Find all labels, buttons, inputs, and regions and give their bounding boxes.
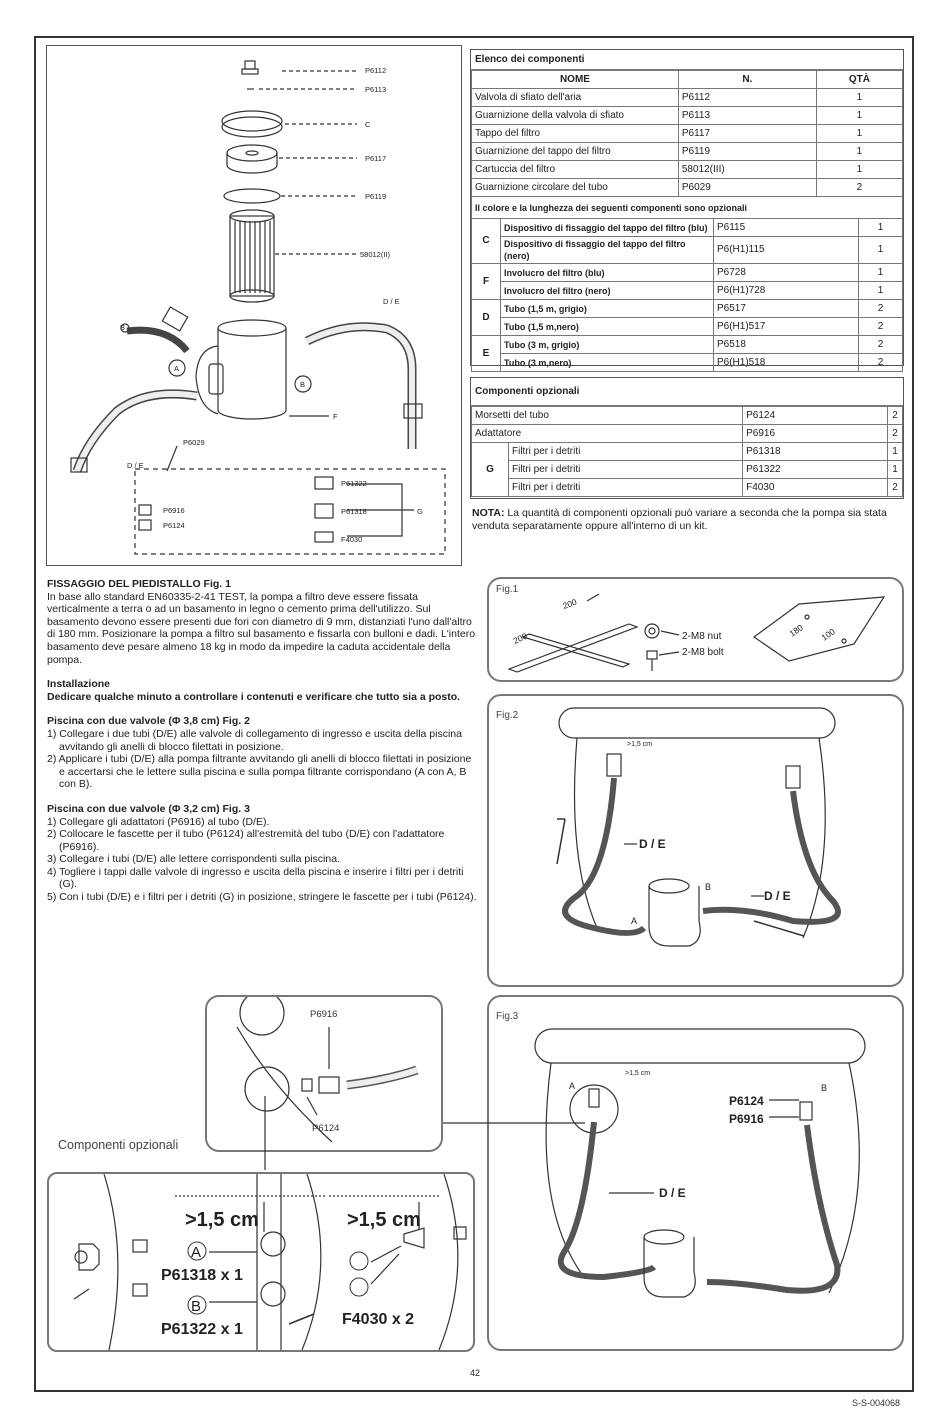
base-text: In base allo standard EN60335-2-41 TEST, la pompa a filtro deve essere fissata verticalmente a terra o ad un basamento in legno o cemento prima dell'utilizzo. Sul basamento devono essere presenti due fori con diametro di 9 mm, distanziati l'uno dall'altro di 180 mm. Posizionare la pompa a filtro sul basamento e fissarla con bulloni e dadi. L'intero basamento deve pesare almeno 18 kg in modo da impedire la caduta accidentale della pompa. [47,590,476,666]
cell-number: 58012(III) [678,161,816,179]
group-letter: C [472,219,501,264]
table-row [472,219,903,237]
fig2-gap: >1,5 cm [627,741,653,748]
parts-table [471,70,903,219]
parts-list-panel [470,49,904,366]
label-de-bottom: D / E [127,461,144,470]
fig3-a: A [569,1081,576,1091]
filters-f4030: F4030 x 2 [342,1311,415,1328]
cell-number: P6124 [743,407,888,425]
table-row [472,264,903,282]
filters-gap1: >1,5 cm [185,1209,259,1231]
fig1-dim3: 180 [787,622,805,639]
cell-qty: 1 [816,89,902,107]
parts-header-row [472,71,903,89]
cell-qty: 2 [859,318,903,336]
filters-b: B [191,1298,202,1315]
cell-number: P6115 [714,219,859,237]
fig1-nut: 2-M8 nut [682,631,722,642]
label-cartridge: 58012(II) [360,250,391,259]
cell-name: Tappo del filtro [472,125,679,143]
cell-name: Morsetti del tubo [472,407,743,425]
p32-step-4: 4) Togliere i tappi dalle valvole di ingresso e uscita della piscina e inserire i filtri per i detriti (G). [47,865,464,891]
label-f: F [333,412,338,421]
table-row [472,282,903,300]
filters-p61322: P61322 x 1 [161,1321,243,1338]
p32-step-5: 5) Con i tubi (D/E) e i filtri per i detriti (G) in posizione, stringere le fascette per i tubi (P6124). [47,891,477,904]
cell-qty: 1 [859,219,903,237]
label-f4030: F4030 [341,535,363,544]
fig3-gap: >1,5 cm [625,1070,651,1077]
fig2-label: Fig.2 [496,710,519,721]
label-p6113: P6113 [365,85,387,94]
p32-title: Piscina con due valvole (Φ 3,2 cm) Fig. 3 [47,802,250,815]
label-p6916: P6916 [163,506,185,515]
fig2-a: A [631,916,638,926]
cell-number: P6(H1)728 [714,282,859,300]
cell-name: Adattatore [472,425,743,443]
fig3-drawing [489,997,902,1349]
cell-number: P6517 [714,300,859,318]
cell-qty: 2 [859,300,903,318]
label-p6112: P6112 [365,66,387,75]
cell-qty: 1 [816,125,902,143]
table-row [472,89,903,107]
cell-number: P6728 [714,264,859,282]
cell-name: Tubo (1,5 m,nero) [501,318,714,336]
cell-number: P6916 [743,425,888,443]
cell-name: Valvola di sfiato dell'aria [472,89,679,107]
cell-number: P61322 [743,461,888,479]
table-row [472,425,903,443]
table-row [472,461,903,479]
cell-name: Dispositivo di fissaggio del tappo del filtro (nero) [501,237,714,264]
cell-qty: 1 [888,443,903,461]
doc-code: S-S-004068 [852,1398,901,1408]
label-c: C [365,120,371,129]
fig1-dim4: 100 [819,626,837,643]
cell-number: F4030 [743,479,888,497]
fig1-panel [487,577,904,682]
label-p6124: P6124 [163,521,185,530]
cell-name: Dispositivo di fissaggio del tappo del filtro (blu) [501,219,714,237]
fig3-p6124: P6124 [729,1094,764,1108]
cell-qty: 2 [816,179,902,197]
cell-number: P6119 [678,143,816,161]
table-row [472,479,903,497]
filters-drawing [49,1174,473,1350]
cell-name: Involucro del filtro (nero) [501,282,714,300]
group-letter: G [472,443,509,497]
cell-name: Guarnizione circolare del tubo [472,179,679,197]
zoom-inset-drawing [207,997,441,1150]
base-title: FISSAGGIO DEL PIEDISTALLO Fig. 1 [47,578,231,590]
optional-list-title: Componenti opzionali [471,378,903,406]
p32-step-1: 1) Collegare gli adattatori (P6916) al tubo (D/E). [47,815,270,828]
filters-p61318: P61318 x 1 [161,1267,243,1284]
p38-step-2: 2) Applicare i tubi (D/E) alla pompa filtrante avvitando gli anelli di blocco filettati in posizione e accertarsi che le lettere sulla piscina e sulla pompa filtrante corrispondano (A con A, B con B). [47,753,472,791]
table-row [472,143,903,161]
fig1-dim1: 200 [561,596,579,611]
filters-gap2: >1,5 cm [347,1209,421,1231]
cell-name: Tubo (3 m,nero) [501,354,714,372]
note-label: NOTA: [472,507,505,519]
cell-number: P6(H1)518 [714,354,859,372]
page-number: 42 [470,1368,481,1378]
fig2-drawing [489,696,902,985]
cell-name: Tubo (1,5 m, grigio) [501,300,714,318]
cell-name: Involucro del filtro (blu) [501,264,714,282]
table-row [472,300,903,318]
table-row [472,336,903,354]
fig1-label: Fig.1 [496,584,519,595]
label-p6119: P6119 [365,192,387,201]
fig3-de: D / E [659,1186,686,1200]
parts-list-title: Elenco dei componenti [471,50,903,70]
p38-title: Piscina con due valvole (Φ 3,8 cm) Fig. 2 [47,715,250,728]
optional-table [471,406,903,497]
cell-qty: 2 [888,479,903,497]
cell-qty: 1 [859,237,903,264]
cell-qty: 1 [859,282,903,300]
zoom-p6916: P6916 [310,1009,338,1020]
cell-number: P6117 [678,125,816,143]
label-p61322: P61322 [341,479,367,488]
cell-qty: 1 [859,264,903,282]
p38-step-1: 1) Collegare i due tubi (D/E) alle valvole di collegamento di ingresso e uscita della piscina avvitando gli anelli di blocco filettati in posizione. [47,727,462,753]
filters-panel [47,1172,475,1352]
table-row [472,179,903,197]
cell-number: P6(H1)115 [714,237,859,264]
table-row [472,407,903,425]
cell-name: Filtri per i detriti [509,443,743,461]
zoom-inset-panel [205,995,443,1152]
cell-qty: 1 [816,161,902,179]
cell-number: P6518 [714,336,859,354]
p32-step-3: 3) Collegare i tubi (D/E) alle lettere corrispondenti sulla piscina. [47,853,340,866]
exploded-diagram [47,46,461,565]
cell-name: Guarnizione del tappo del filtro [472,143,679,161]
cell-qty: 1 [888,461,903,479]
label-p6117: P6117 [365,154,387,163]
p32-step-2: 2) Collocare le fascette per il tubo (P6124) all'estremità del tubo (D/E) con l'adattatore (P6916). [47,828,445,853]
install-title: Installazione [47,678,111,691]
fig1-dim2: 200 [511,630,529,646]
cell-qty: 1 [816,143,902,161]
table-row [472,161,903,179]
zoom-caption: Componenti opzionali [58,1138,179,1152]
fig2-de1: D / E [639,837,666,851]
cell-number: P6112 [678,89,816,107]
label-b: B [300,380,306,389]
table-row [472,354,903,372]
fig3-p6916: P6916 [729,1112,764,1126]
cell-name: Filtri per i detriti [509,461,743,479]
cell-number: P6113 [678,107,816,125]
optional-note-row [472,197,903,219]
optional-note: Il colore e la lunghezza dei seguenti componenti sono opzionali [472,197,903,219]
cell-number: P6(H1)517 [714,318,859,336]
cell-name: Tubo (3 m, grigio) [501,336,714,354]
note-text: La quantità di componenti opzionali può variare a seconda che la pompa sia stata venduta separatamente oppure all'interno di un kit. [472,507,887,532]
cell-qty: 2 [888,407,903,425]
cell-qty: 2 [859,336,903,354]
fig3-b: B [821,1083,828,1093]
table-row [472,318,903,336]
install-text: Dedicare qualche minuto a controllare i contenuti e verificare che tutto sia a posto. [47,690,461,703]
table-row [472,125,903,143]
optional-list-panel [470,377,904,499]
cell-qty: 1 [816,107,902,125]
cell-name: Guarnizione della valvola di sfiato [472,107,679,125]
table-row [472,107,903,125]
zoom-p6124: P6124 [312,1123,340,1134]
fig2-b: B [705,882,712,892]
label-p6029: P6029 [183,438,205,447]
fig1-bolt: 2-M8 bolt [682,647,724,658]
cell-qty: 2 [888,425,903,443]
instructions-column [47,578,477,904]
group-letter: F [472,264,501,300]
cell-name: Filtri per i detriti [509,479,743,497]
fig3-label: Fig.3 [496,1011,519,1022]
table-row [472,443,903,461]
fig2-de2: D / E [764,889,791,903]
group-letter: E [472,336,501,372]
parts-groups-table [471,218,903,372]
cell-name: Cartuccia del filtro [472,161,679,179]
label-de-top: D / E [383,297,400,306]
cell-number: P6029 [678,179,816,197]
exploded-diagram-panel [46,45,462,566]
label-g: G [417,507,423,516]
label-b-small: B [120,323,126,332]
filters-a: A [191,1244,202,1261]
fig2-panel [487,694,904,987]
table-row [472,237,903,264]
label-p61318: P61318 [341,507,367,516]
group-letter: D [472,300,501,336]
note-paragraph [472,507,904,532]
label-a: A [174,364,180,373]
cell-number: P61318 [743,443,888,461]
header-qty: QTÀ [816,71,902,89]
header-number: N. [678,71,816,89]
header-name: NOME [472,71,679,89]
cell-qty: 2 [859,354,903,372]
fig3-panel [487,995,904,1351]
fig1-drawing [489,579,902,680]
